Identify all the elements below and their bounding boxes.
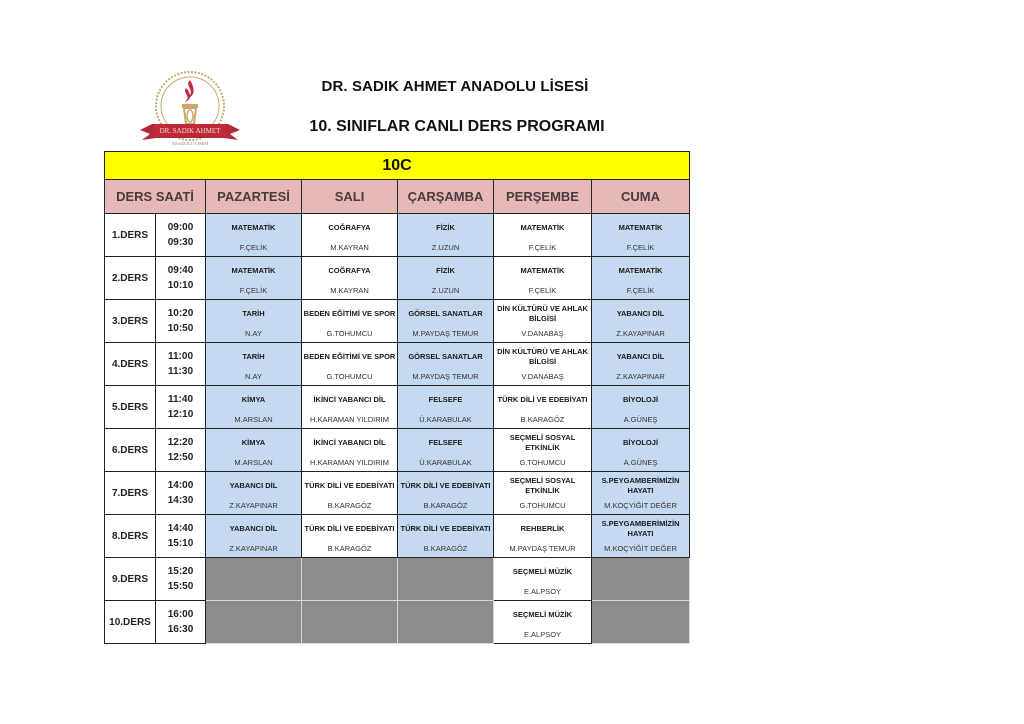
teacher-name: B.KARAGÖZ [327,501,372,510]
lesson-number: 4.DERS [105,343,156,386]
lesson-cell [206,257,302,300]
lesson-cell [206,386,302,429]
lesson-number: 6.DERS [105,429,156,472]
lesson-row [105,429,690,472]
subject-name: MATEMATİK [520,266,565,275]
lesson-cell [494,257,592,300]
teacher-name: M.KOÇYİĞİT DEĞER [604,544,677,553]
lesson-number: 10.DERS [105,601,156,644]
empty-slot [592,558,690,601]
subject-name: COĞRAFYA [328,223,371,232]
lesson-cell [302,472,398,515]
subject-name: FİZİK [436,223,455,232]
start-time: 14:00 [167,480,194,491]
subject-name: SEÇMELİ SOSYAL ETKİNLİK [509,476,576,495]
subject-name: GÖRSEL SANATLAR [408,352,483,361]
lesson-row [105,300,690,343]
subject-name: DİN KÜLTÜRÜ VE AHLAK BİLGİSİ [497,347,588,366]
school-logo-icon [138,68,242,154]
teacher-name: B.KARAGÖZ [520,415,565,424]
lesson-number: 9.DERS [105,558,156,601]
lesson-number: 7.DERS [105,472,156,515]
teacher-name: M.PAYDAŞ TEMUR [509,544,576,553]
empty-slot [398,558,494,601]
subject-name: YABANCI DİL [616,352,665,361]
lesson-cell [494,558,592,601]
lesson-row [105,214,690,257]
subject-name: KİMYA [241,395,266,404]
teacher-name: B.KARAGÖZ [423,501,468,510]
lesson-row [105,558,690,601]
lesson-time [156,214,206,257]
subject-name: TÜRK DİLİ VE EDEBİYATI [400,524,491,533]
subject-name: TARİH [242,309,265,318]
lesson-cell [206,214,302,257]
teacher-name: B.KARAGÖZ [423,544,468,553]
school-name: DR. SADIK AHMET ANADOLU LİSESİ [321,78,589,95]
class-name: 10C [105,152,690,180]
lesson-time [156,558,206,601]
start-time: 15:20 [167,566,194,577]
lesson-time [156,257,206,300]
lesson-cell [206,343,302,386]
subject-name: SEÇMELİ SOSYAL ETKİNLİK [509,433,576,452]
header-day: SALI [302,180,398,214]
teacher-name: V.DANABAŞ [521,329,564,338]
empty-slot [592,601,690,644]
lesson-cell [494,386,592,429]
lesson-number: 3.DERS [105,300,156,343]
lesson-cell [592,515,690,558]
subject-name: COĞRAFYA [328,266,371,275]
teacher-name: M.PAYDAŞ TEMUR [412,372,479,381]
empty-slot [302,601,398,644]
lesson-cell [494,300,592,343]
subject-name: BİYOLOJİ [623,395,659,404]
lesson-cell [494,343,592,386]
lesson-cell [398,257,494,300]
teacher-name: E.ALPSOY [523,587,562,596]
start-time: 09:40 [167,265,194,276]
teacher-name: F.ÇELİK [626,286,655,295]
teacher-name: F.ÇELİK [528,243,557,252]
subject-name: TÜRK DİLİ VE EDEBİYATI [304,481,395,490]
lesson-cell [494,214,592,257]
end-time: 10:10 [167,280,194,291]
subject-name: GÖRSEL SANATLAR [408,309,483,318]
teacher-name: F.ÇELİK [239,286,268,295]
header-day: ÇARŞAMBA [398,180,494,214]
header-day: PERŞEMBE [494,180,592,214]
lesson-row [105,257,690,300]
teacher-name: A.GÜNEŞ [623,458,658,467]
teacher-name: Z.UZUN [431,286,460,295]
end-time: 10:50 [167,323,194,334]
header-day: PAZARTESİ [206,180,302,214]
teacher-name: M.ARSLAN [234,458,273,467]
lesson-cell [206,515,302,558]
schedule-body [105,214,690,644]
lesson-cell [398,429,494,472]
lesson-time [156,601,206,644]
subject-name: TÜRK DİLİ VE EDEBİYATI [497,395,588,404]
teacher-name: F.ÇELİK [626,243,655,252]
subject-name: FİZİK [436,266,455,275]
teacher-name: A.GÜNEŞ [623,415,658,424]
teacher-name: H.KARAMAN YILDIRIM [309,458,390,467]
subject-name: YABANCI DİL [229,481,278,490]
teacher-name: V.DANABAŞ [521,372,564,381]
teacher-name: M.ARSLAN [234,415,273,424]
lesson-time [156,386,206,429]
start-time: 11:00 [167,351,194,362]
lesson-time [156,472,206,515]
teacher-name: N.AY [245,329,262,338]
lesson-cell [302,214,398,257]
lesson-cell [302,515,398,558]
teacher-name: N.AY [245,372,262,381]
teacher-name: Z.KAYAPINAR [229,501,278,510]
end-time: 12:10 [167,409,194,420]
svg-text:DR. SADIK AHMET: DR. SADIK AHMET [159,127,221,135]
end-time: 12:50 [167,452,194,463]
header-day: CUMA [592,180,690,214]
subject-name: S.PEYGAMBERİMİZİN HAYATI [601,519,680,538]
teacher-name: F.ÇELİK [239,243,268,252]
lesson-cell [302,343,398,386]
lesson-cell [592,386,690,429]
teacher-name: G.TOHUMCU [326,372,373,381]
start-time: 12:20 [167,437,194,448]
teacher-name: B.KARAGÖZ [327,544,372,553]
empty-slot [206,601,302,644]
subject-name: SEÇMELİ MÜZİK [512,567,573,576]
subject-name: S.PEYGAMBERİMİZİN HAYATI [601,476,680,495]
teacher-name: M.KAYRAN [330,243,369,252]
lesson-time [156,429,206,472]
subject-name: MATEMATİK [618,223,663,232]
subject-name: BEDEN EĞİTİMİ VE SPOR [303,309,396,318]
end-time: 11:30 [167,366,194,377]
lesson-cell [302,429,398,472]
lesson-cell [302,300,398,343]
lesson-row [105,472,690,515]
subject-name: FELSEFE [428,438,463,447]
school-logo [138,68,242,154]
teacher-name: E.ALPSOY [523,630,562,639]
start-time: 14:40 [167,523,194,534]
lesson-cell [398,343,494,386]
lesson-time [156,343,206,386]
teacher-name: G.TOHUMCU [326,329,373,338]
lesson-number: 2.DERS [105,257,156,300]
lesson-time [156,515,206,558]
subject-name: REHBERLİK [520,524,565,533]
lesson-cell [592,300,690,343]
subject-name: İKİNCİ YABANCI DİL [313,395,386,404]
lesson-cell [398,515,494,558]
lesson-row [105,515,690,558]
empty-slot [206,558,302,601]
lesson-cell [206,429,302,472]
lesson-cell [398,214,494,257]
lesson-cell [206,472,302,515]
subject-name: MATEMATİK [231,223,276,232]
svg-text:ANADOLU LİSESİ: ANADOLU LİSESİ [171,141,209,146]
lesson-cell [302,257,398,300]
subject-name: YABANCI DİL [229,524,278,533]
subject-name: KİMYA [241,438,266,447]
teacher-name: M.KAYRAN [330,286,369,295]
lesson-cell [592,214,690,257]
lesson-cell [494,429,592,472]
lesson-cell [592,472,690,515]
lesson-row [105,343,690,386]
lesson-cell [494,601,592,644]
start-time: 16:00 [167,609,194,620]
subject-name: TARİH [242,352,265,361]
end-time: 14:30 [167,495,194,506]
subject-name: SEÇMELİ MÜZİK [512,610,573,619]
teacher-name: Ü.KARABULAK [419,415,472,424]
lesson-cell [206,300,302,343]
lesson-cell [592,257,690,300]
subject-name: MATEMATİK [520,223,565,232]
lesson-cell [398,472,494,515]
lesson-time [156,300,206,343]
lesson-number: 8.DERS [105,515,156,558]
subject-name: İKİNCİ YABANCI DİL [313,438,386,447]
empty-slot [398,601,494,644]
end-time: 15:10 [167,538,194,549]
header-ders-saati: DERS SAATİ [105,180,206,214]
lesson-cell [592,343,690,386]
subject-name: DİN KÜLTÜRÜ VE AHLAK BİLGİSİ [497,304,588,323]
teacher-name: Ü.KARABULAK [419,458,472,467]
subject-name: MATEMATİK [231,266,276,275]
teacher-name: G.TOHUMCU [519,501,566,510]
start-time: 10:20 [167,308,194,319]
lesson-cell [494,472,592,515]
end-time: 09:30 [167,237,194,248]
subject-name: FELSEFE [428,395,463,404]
empty-slot [302,558,398,601]
teacher-name: M.PAYDAŞ TEMUR [412,329,479,338]
teacher-name: Z.UZUN [431,243,460,252]
lesson-cell [398,386,494,429]
day-header-row [105,180,690,214]
subject-name: BİYOLOJİ [623,438,659,447]
teacher-name: Z.KAYAPINAR [616,329,665,338]
end-time: 15:50 [167,581,194,592]
subject-name: TÜRK DİLİ VE EDEBİYATI [400,481,491,490]
subject-name: TÜRK DİLİ VE EDEBİYATI [304,524,395,533]
end-time: 16:30 [167,624,194,635]
start-time: 09:00 [167,222,194,233]
schedule-table [104,151,690,644]
lesson-number: 1.DERS [105,214,156,257]
teacher-name: H.KARAMAN YILDIRIM [309,415,390,424]
start-time: 11:40 [167,394,194,405]
subject-name: YABANCI DİL [616,309,665,318]
teacher-name: Z.KAYAPINAR [229,544,278,553]
class-header-row [105,152,690,180]
teacher-name: Z.KAYAPINAR [616,372,665,381]
lesson-cell [494,515,592,558]
subject-name: MATEMATİK [618,266,663,275]
teacher-name: F.ÇELİK [528,286,557,295]
lesson-row [105,601,690,644]
teacher-name: M.KOÇYİĞİT DEĞER [604,501,677,510]
lesson-cell [592,429,690,472]
lesson-cell [302,386,398,429]
teacher-name: G.TOHUMCU [519,458,566,467]
lesson-number: 5.DERS [105,386,156,429]
subject-name: BEDEN EĞİTİMİ VE SPOR [303,352,396,361]
lesson-row [105,386,690,429]
program-title: 10. SINIFLAR CANLI DERS PROGRAMI [309,118,605,135]
lesson-cell [398,300,494,343]
